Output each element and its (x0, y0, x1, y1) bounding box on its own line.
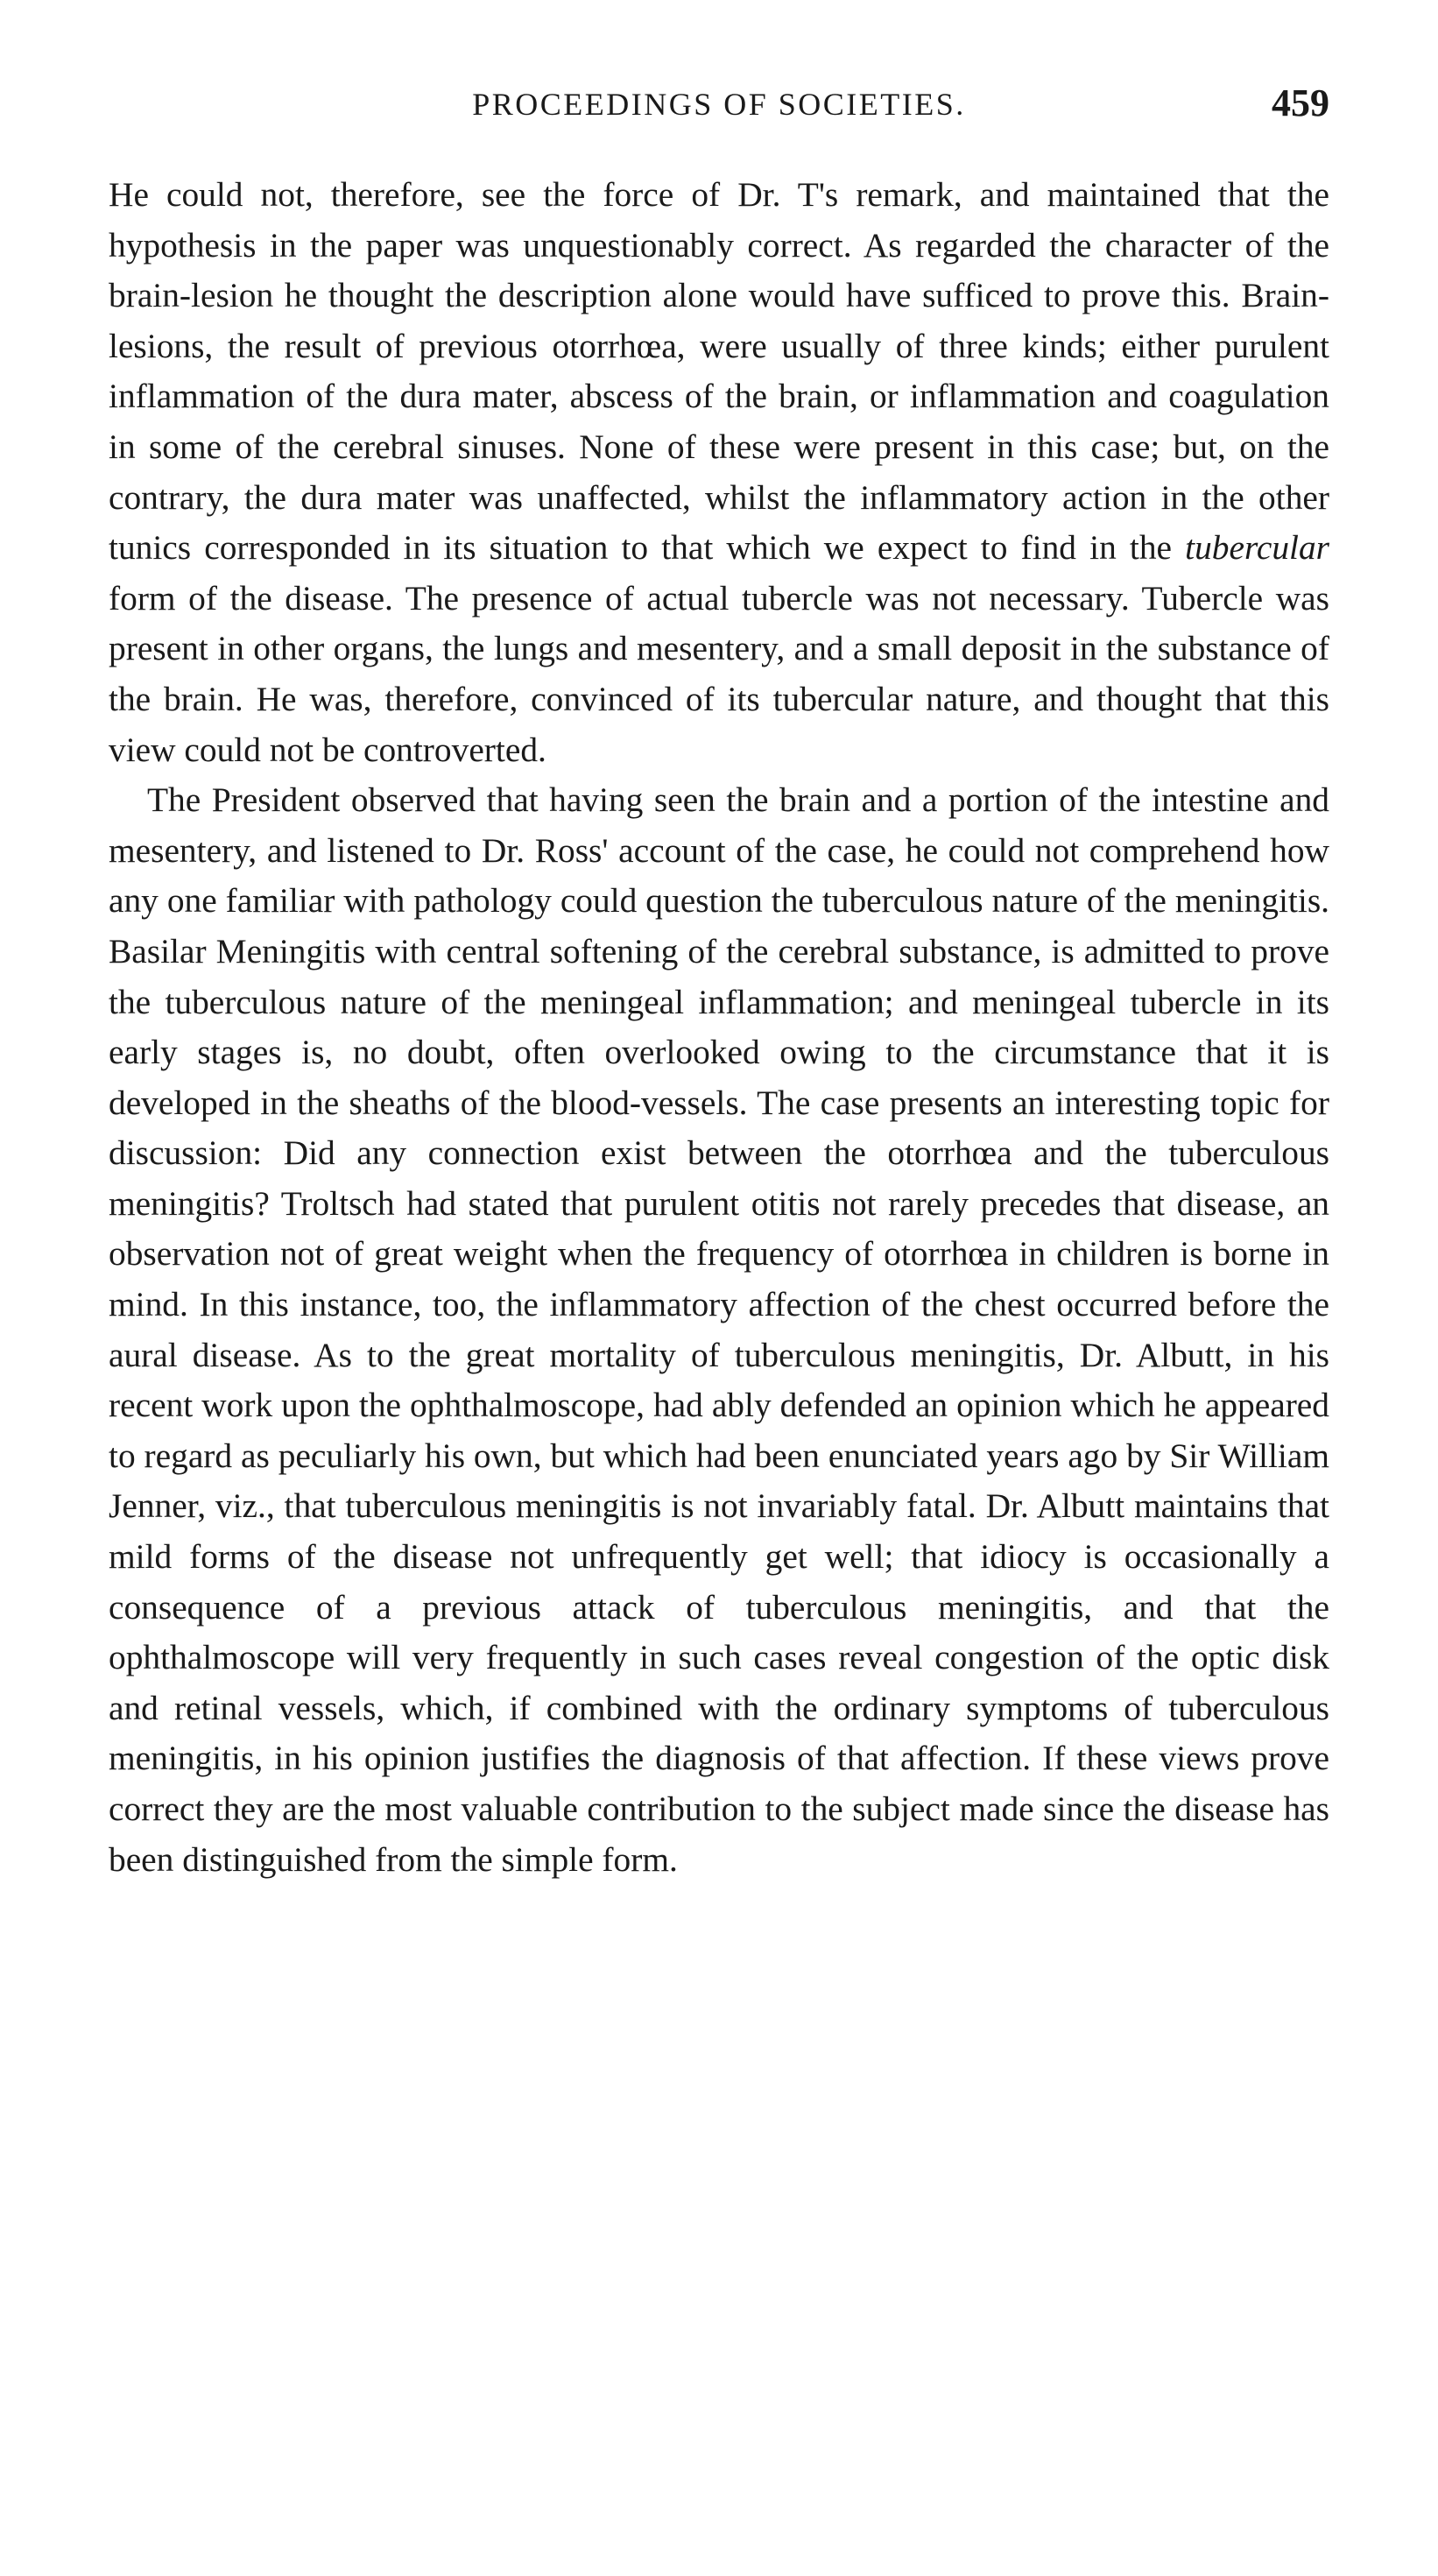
page-number: 459 (1272, 81, 1329, 124)
running-title: PROCEEDINGS OF SOCIETIES. (472, 87, 966, 122)
running-head (109, 75, 1329, 137)
book-page (109, 75, 1329, 1885)
italic-term-tubercular: tubercular (1185, 528, 1329, 568)
paragraph-1-text-before: He could not, therefore, see the force of Dr. T's remark, and maintained that the hypothesis in the paper was unquestionably correct. As regarded the character of the brain-lesion he thought the description alone would have sufficed to prove this. Brain-lesions, the result of previous otorrhœa, were usually of three kinds; either purulent inflammation of the dura mater, abscess of the brain, or inflammation and coagulation in some of the cerebral sinuses. None of these were present in this case; but, on the contrary, the dura mater was unaffected, whilst the inflammatory action in the other tunics corresponded in its situation to that which we expect to find in the (109, 175, 1329, 568)
paragraph-2: The President observed that having seen the brain and a portion of the intestine and mesentery, and listened to Dr. Ross' account of the case, he could not comprehend how any one familiar with pathology could question the tuberculous nature of the meningitis. Basilar Meningitis with central softening of the cerebral substance, is admitted to prove the tuberculous nature of the meningeal inflammation; and meningeal tubercle in its early stages is, no doubt, often overlooked owing to the circumstance that it is developed in the sheaths of the blood-vessels. The case presents an interesting topic for discussion: Did any connection exist between the otorrhœa and the tuberculous meningitis? Troltsch had stated that purulent otitis not rarely precedes that disease, an observation not of great weight when the frequency of otorrhœa in children is borne in mind. In this instance, too, the inflammatory affection of the chest occurred before the aural disease. As to the great mortality of tuberculous meningitis, Dr. Albutt, in his recent work upon the ophthalmoscope, had ably defended an opinion which he appeared to regard as peculiarly his own, but which had been enunciated years ago by Sir William Jenner, viz., that tuberculous meningitis is not invariably fatal. Dr. Albutt maintains that mild forms of the disease not unfrequently get well; that idiocy is occasionally a consequence of a previous attack of tuberculous meningitis, and that the ophthalmoscope will very frequently in such cases reveal congestion of the optic disk and retinal vessels, which, if combined with the ordinary symptoms of tuberculous meningitis, in his opinion justifies the diagnosis of that affection. If these views prove correct they are the most valuable contribution to the subject made since the disease has been distinguished from the simple form. (109, 780, 1329, 1879)
body-text (109, 170, 1329, 1885)
paragraph-1 (109, 170, 1329, 775)
paragraph-1-text-after: form of the disease. The presence of actual tubercle was not necessary. Tubercle was present in other organs, the lungs and mesentery, and a small deposit in the substance of the brain. He was, therefore, convinced of its tubercular nature, and thought that this view could not be controverted. (109, 578, 1329, 769)
